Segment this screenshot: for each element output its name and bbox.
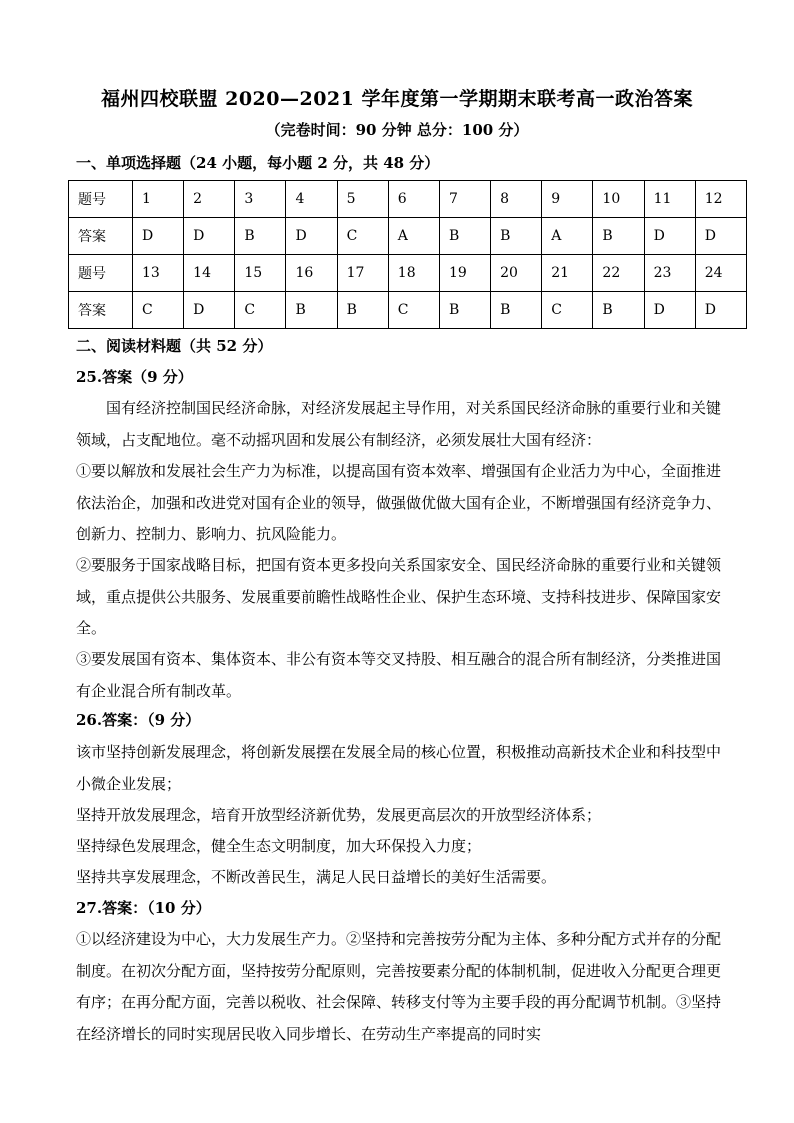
question-number: 16 bbox=[286, 255, 337, 292]
answer-cell: B bbox=[593, 292, 644, 329]
q26-label: 26.答案：（9 分） bbox=[76, 711, 201, 729]
answer-cell: C bbox=[235, 292, 286, 329]
question-number: 22 bbox=[593, 255, 644, 292]
answer-cell: B bbox=[235, 218, 286, 255]
question-number: 18 bbox=[388, 255, 439, 292]
answer-cell: C bbox=[133, 292, 184, 329]
question-number: 12 bbox=[695, 181, 746, 218]
answer-cell: B bbox=[439, 292, 490, 329]
answer-cell: C bbox=[388, 292, 439, 329]
question-number: 15 bbox=[235, 255, 286, 292]
answer-cell: D bbox=[133, 218, 184, 255]
answer-cell: D bbox=[184, 218, 235, 255]
question-number: 10 bbox=[593, 181, 644, 218]
question-number: 11 bbox=[644, 181, 695, 218]
question-number: 20 bbox=[491, 255, 542, 292]
question-number: 5 bbox=[337, 181, 388, 218]
question-number: 3 bbox=[235, 181, 286, 218]
q25-paragraph-4: ③要发展国有资本、集体资本、非公有资本等交叉持股、相互融合的混合所有制经济，分类推进国有企业混合所有制改革。 bbox=[76, 650, 722, 700]
q26-paragraph-2: 坚持开放发展理念，培育开放型经济新优势，发展更高层次的开放型经济体系； bbox=[76, 806, 602, 824]
q26-paragraph-1: 该市坚持创新发展理念，将创新发展摆在发展全局的核心位置，积极推动高新技术企业和科技型中小微企业发展； bbox=[76, 743, 722, 793]
answer-cell: D bbox=[184, 292, 235, 329]
question-number: 6 bbox=[388, 181, 439, 218]
question-number: 24 bbox=[695, 255, 746, 292]
q25-label: 25.答案（9 分） bbox=[76, 368, 193, 386]
answer-cell: D bbox=[644, 218, 695, 255]
question-number: 13 bbox=[133, 255, 184, 292]
answer-cell: B bbox=[593, 218, 644, 255]
question-number: 21 bbox=[542, 255, 593, 292]
answer-cell: D bbox=[644, 292, 695, 329]
question-number: 8 bbox=[491, 181, 542, 218]
question-number: 23 bbox=[644, 255, 695, 292]
q26-paragraph-3: 坚持绿色发展理念，健全生态文明制度，加大环保投入力度； bbox=[76, 837, 482, 855]
row-label: 答案 bbox=[69, 292, 133, 329]
question-number: 19 bbox=[439, 255, 490, 292]
q25-paragraph-1: 国有经济控制国民经济命脉，对经济发展起主导作用，对关系国民经济命脉的重要行业和关键领域，占支配地位。毫不动摇巩固和发展公有制经济，必须发展壮大国有经济： bbox=[76, 399, 722, 449]
table-row bbox=[69, 181, 747, 218]
section2-heading: 二、阅读材料题（共 52 分） bbox=[76, 337, 273, 355]
answer-cell: B bbox=[491, 218, 542, 255]
question-number: 14 bbox=[184, 255, 235, 292]
answer-cell: D bbox=[695, 292, 746, 329]
answer-cell: B bbox=[286, 292, 337, 329]
answer-cell: D bbox=[695, 218, 746, 255]
question-number: 9 bbox=[542, 181, 593, 218]
question-number: 2 bbox=[184, 181, 235, 218]
q27-label: 27.答案：（10 分） bbox=[76, 899, 211, 917]
document-subtitle: （完卷时间：90 分钟 总分：100 分） bbox=[265, 121, 529, 139]
question-number: 17 bbox=[337, 255, 388, 292]
question-number: 1 bbox=[133, 181, 184, 218]
question-number: 4 bbox=[286, 181, 337, 218]
section1-heading: 一、单项选择题（24 小题，每小题 2 分，共 48 分） bbox=[76, 154, 440, 172]
q27-paragraph-1: ①以经济建设为中心，大力发展生产力。②坚持和完善按劳分配为主体、多种分配方式并存的分配制度。在初次分配方面，坚持按劳分配原则，完善按要素分配的体制机制，促进收入分配更合理更有序；在再分配方面，完善以税收、社会保障、转移支付等为主要手段的再分配调节机制。③坚持在经济增长的同时实现居民收入同步增长、在劳动生产率提高的同时实 bbox=[76, 930, 722, 1043]
answer-cell: C bbox=[542, 292, 593, 329]
answer-cell: B bbox=[337, 292, 388, 329]
table-row bbox=[69, 255, 747, 292]
q26-paragraph-4: 坚持共享发展理念，不断改善民生，满足人民日益增长的美好生活需要。 bbox=[76, 868, 557, 886]
answer-cell: B bbox=[491, 292, 542, 329]
answer-cell: D bbox=[286, 218, 337, 255]
question-number: 7 bbox=[439, 181, 490, 218]
row-label: 答案 bbox=[69, 218, 133, 255]
answer-cell: C bbox=[337, 218, 388, 255]
answer-cell: A bbox=[542, 218, 593, 255]
document-title: 福州四校联盟 2020—2021 学年度第一学期期末联考高一政治答案 bbox=[101, 88, 693, 110]
answer-cell: A bbox=[388, 218, 439, 255]
q25-paragraph-2: ①要以解放和发展社会生产力为标准，以提高国有资本效率、增强国有企业活力为中心，全面推进依法治企，加强和改进党对国有企业的领导，做强做优做大国有企业，不断增强国有经济竞争力、创新力、控制力、影响力、抗风险能力。 bbox=[76, 462, 722, 543]
table-row bbox=[69, 292, 747, 329]
row-label: 题号 bbox=[69, 255, 133, 292]
answer-table bbox=[68, 180, 747, 329]
q25-paragraph-3: ②要服务于国家战略目标，把国有资本更多投向关系国家安全、国民经济命脉的重要行业和关键领域，重点提供公共服务、发展重要前瞻性战略性企业、保护生态环境、支持科技进步、保障国家安全。 bbox=[76, 556, 722, 637]
table-row bbox=[69, 218, 747, 255]
answer-cell: B bbox=[439, 218, 490, 255]
row-label: 题号 bbox=[69, 181, 133, 218]
